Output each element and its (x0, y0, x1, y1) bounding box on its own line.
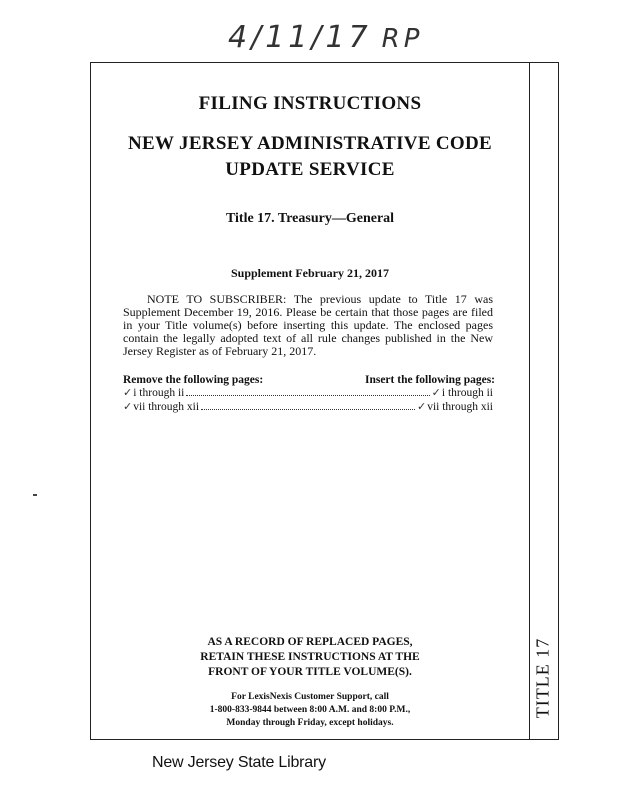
table-row (123, 400, 493, 414)
page-title: FILING INSTRUCTIONS (198, 93, 422, 114)
retain-notice (91, 635, 529, 680)
side-title-label (528, 623, 558, 733)
support-line1: For LexisNexis Customer Support, call (231, 692, 389, 702)
check-mark-icon: ✓ (431, 386, 441, 399)
check-mark-icon: ✓ (123, 400, 133, 413)
handwritten-initials: RP (381, 24, 424, 54)
library-footer: New Jersey State Library (152, 754, 326, 771)
code-title (91, 131, 529, 183)
remove-pages-header: Remove the following pages: (123, 374, 264, 386)
support-line3: Monday through Friday, except holidays. (226, 718, 394, 728)
handwritten-annotation (228, 20, 423, 55)
handwritten-date: 4/11/17 (228, 20, 372, 55)
subscriber-note: NOTE TO SUBSCRIBER: The previous update to Title 17 was Supplement December 19, 2016. Please be certain that those pages are filed in your Title volume(s) before inserting this update. The enclosed pages contain the legally adopted text of all rule changes published in the New Jersey Register as of February 21, 2017. (123, 292, 493, 358)
check-mark-icon: ✓ (416, 400, 427, 413)
title-subject: Title 17. Treasury—General (225, 211, 395, 226)
table-row (123, 386, 493, 400)
retain-notice-line1: AS A RECORD OF REPLACED PAGES, (207, 636, 413, 648)
check-mark-icon: ✓ (123, 386, 133, 399)
insert-pages-value: vii through xii (427, 401, 493, 413)
customer-support-info (91, 691, 529, 730)
title-tab-sidebar (528, 62, 559, 740)
stray-mark (33, 494, 37, 496)
retain-notice-line3: FRONT OF YOUR TITLE VOLUME(S). (208, 666, 412, 678)
side-title-text: TITLE 17 (532, 637, 553, 719)
support-line2: 1-800-833-9844 between 8:00 A.M. and 8:00 P.M., (209, 705, 411, 715)
supplement-date: Supplement February 21, 2017 (230, 266, 389, 280)
insert-pages-header: Insert the following pages: (364, 374, 495, 386)
dot-leader (186, 386, 429, 396)
code-title-line2: UPDATE SERVICE (225, 159, 395, 180)
insert-pages-value: i through ii (441, 387, 493, 399)
code-title-line1: NEW JERSEY ADMINISTRATIVE CODE (128, 133, 492, 154)
dot-leader (201, 400, 415, 410)
instructions-frame (90, 62, 530, 740)
retain-notice-line2: RETAIN THESE INSTRUCTIONS AT THE (200, 651, 420, 663)
remove-pages-value: i through ii (133, 387, 185, 399)
remove-pages-value: vii through xii (133, 401, 200, 413)
